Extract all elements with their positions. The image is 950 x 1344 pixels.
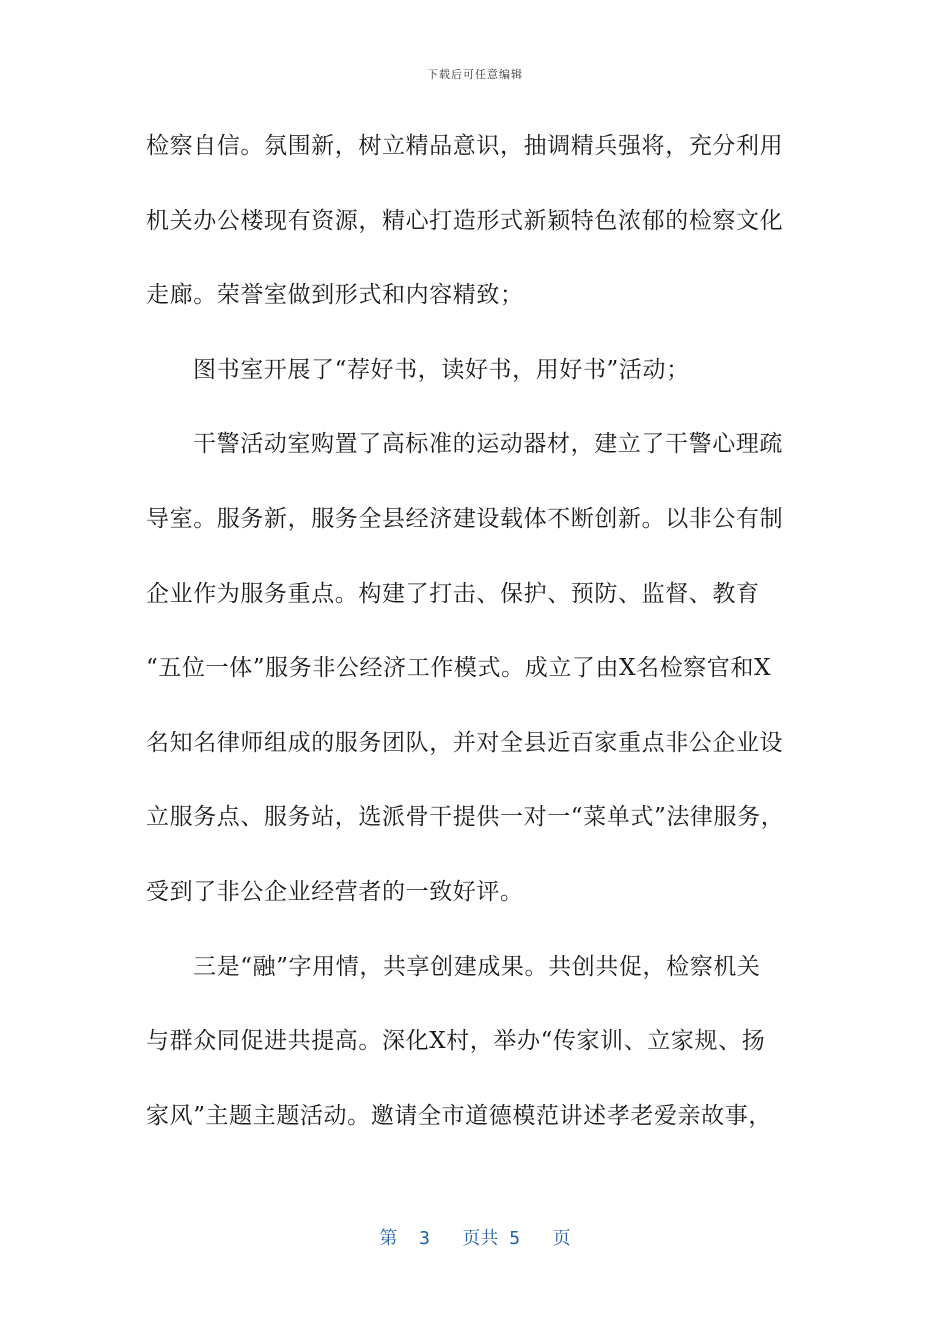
text-line: 名知名律师组成的服务团队，并对全县近百家重点非公企业设 — [146, 729, 784, 756]
text-line: 三是“融”字用情，共享创建成果。共创共促，检察机关 — [193, 953, 761, 980]
page-number: 第 3 页共 5 页 — [379, 1228, 571, 1249]
text-line: 企业作为服务重点。构建了打击、保护、预防、监督、教育 — [146, 580, 760, 607]
text-line: 立服务点、服务站，选派骨干提供一对一“菜单式”法律服务， — [146, 804, 785, 831]
text-line: 检察自信。氛围新，树立精品意识，抽调精兵强将，充分利用 — [146, 133, 784, 159]
text-line: 干警活动室购置了高标准的运动器材，建立了干警心理疏 — [193, 431, 783, 458]
text-line: 与群众同促进共提高。深化X村，举办“传家训、立家规、扬 — [146, 1028, 766, 1055]
text-line: 机关办公楼现有资源，精心打造形式新颖特色浓郁的检察文化 — [146, 207, 784, 234]
text-line: 家风”主题主题活动。邀请全市道德模范讲述孝老爱亲故事， — [146, 1102, 772, 1129]
text-line: “五位一体”服务非公经济工作模式。成立了由X名检察官和X — [146, 655, 772, 682]
text-line: 走廊。荣誉室做到形式和内容精致； — [146, 282, 524, 309]
text-line: 图书室开展了“荐好书，读好书，用好书”活动； — [193, 356, 690, 383]
document-body — [146, 124, 811, 1168]
text-line: 导室。服务新，服务全县经济建设载体不断创新。以非公有制 — [146, 505, 784, 532]
header-note: 下载后可任意编辑 — [427, 68, 523, 81]
text-line: 受到了非公企业经营者的一致好评。 — [146, 878, 524, 905]
